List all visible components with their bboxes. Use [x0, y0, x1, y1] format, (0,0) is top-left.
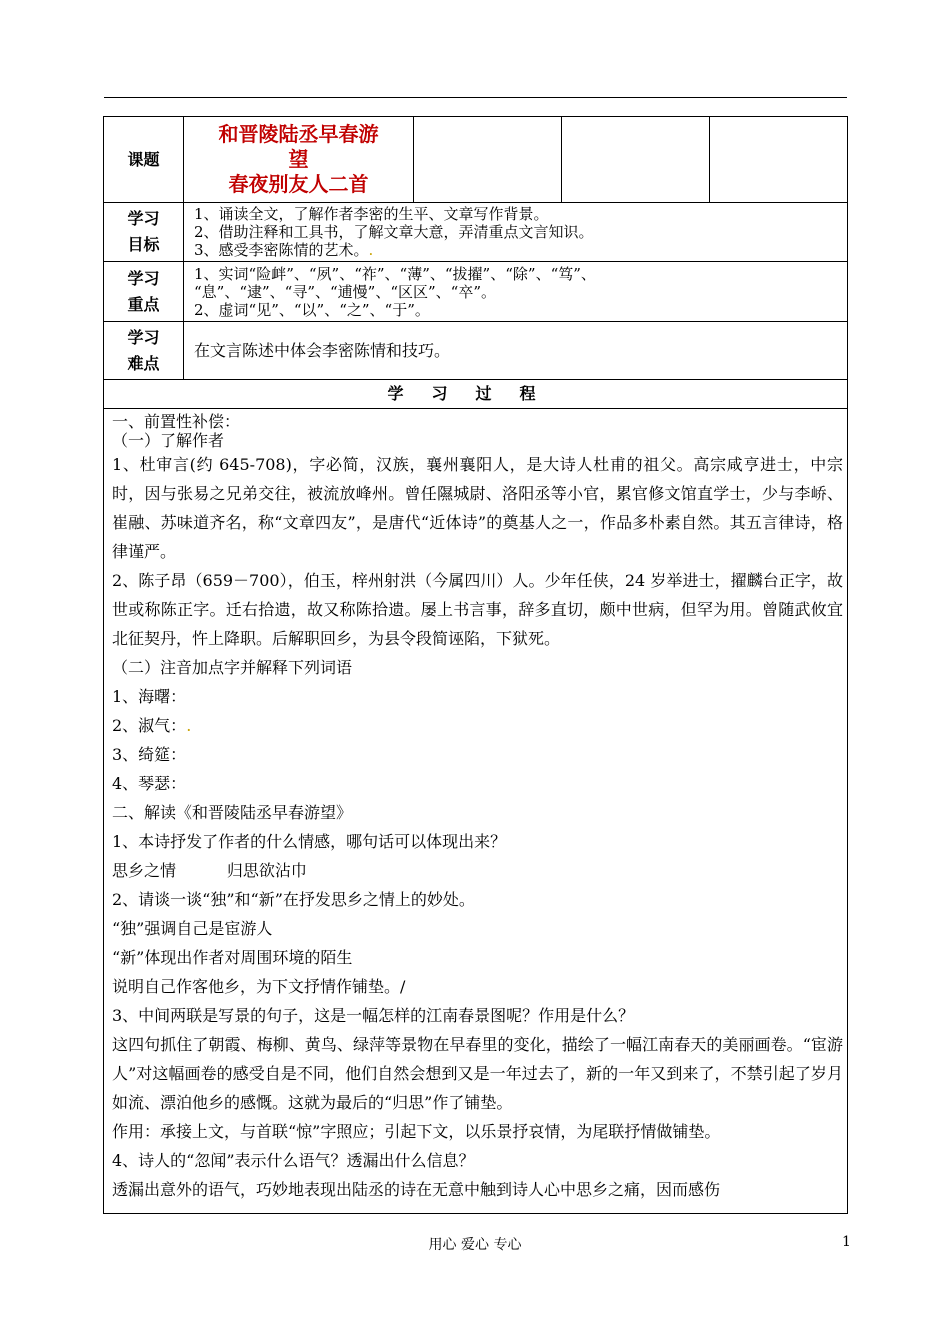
title-line: 望	[288, 147, 309, 171]
goal-item: 1、诵读全文，了解作者李密的生平、文章写作背景。	[194, 205, 549, 223]
answer: 作用：承接上文，与首联“惊”字照应；引起下文，以乐景抒哀情，为尾联抒情做铺垫。	[112, 1122, 721, 1141]
goal-item: 2、借助注释和工具书，了解文章大意，弄清重点文言知识。	[194, 223, 594, 241]
focus-item: 1、实词“险衅”、“夙”、“祚”、“薄”、“拔擢”、“除”、“笃”、	[194, 264, 596, 283]
section-title: 二、解读《和晋陵陆丞早春游望》	[112, 803, 353, 822]
focus-label: 学习 重点	[104, 262, 184, 322]
section-title: 一、前置性补偿：	[112, 412, 241, 431]
question: 4、诗人的“忽闻”表示什么语气？透漏出什么信息？	[112, 1151, 475, 1170]
topic-label: 课题	[104, 117, 184, 203]
header-rule	[104, 97, 847, 98]
process-row	[104, 380, 848, 409]
goals-row	[104, 203, 848, 262]
subsection-title: （二）注音加点字并解释下列词语	[112, 658, 353, 677]
focus-list	[184, 262, 848, 322]
difficulty-label: 学习 难点	[104, 322, 184, 380]
goals-list	[184, 203, 848, 262]
question: 2、请谈一谈“独”和“新”在抒发思乡之情上的妙处。	[112, 890, 475, 909]
difficulty-row	[104, 322, 848, 380]
focus-item: “息”、“逮”、“寻”、“逋慢”、“区区”、“卒”。	[194, 282, 497, 301]
title-line: 春夜别友人二首	[228, 172, 369, 196]
process-body-row	[104, 409, 848, 1214]
author-paragraph: 2、陈子昂（659－700），伯玉，梓州射洪（今属四川）人。少年任侠，24 岁举进士，擢麟台正字，故世或称陈正字。迁右拾遗，故又称陈拾遗。屡上书言事，辞多直切，颇中世病，但罕为用。曾随武攸宜北征契丹，忤上降职。后解职回乡，为县令段简诬陷，下狱死。	[112, 571, 843, 648]
topic-row	[104, 117, 848, 203]
question: 1、本诗抒发了作者的什么情感，哪句话可以体现出来？	[112, 832, 507, 851]
goal-item: 3、感受李密陈情的艺术。.	[194, 241, 374, 259]
word-item: 1、海曙：	[112, 687, 187, 706]
word-item: 4、琴瑟：	[112, 774, 187, 793]
answer: 这四句抓住了朝霞、梅柳、黄鸟、绿萍等景物在早春里的变化，描绘了一幅江南春天的美丽画卷。“宦游人”对这幅画卷的感受自是不同，他们自然会想到又是一年过去了，新的一年又到来了，不禁引起了岁月如流、漂泊他乡的感慨。这就为最后的“归思”作了铺垫。	[112, 1035, 843, 1112]
empty-cell	[414, 117, 562, 203]
subsection-title: （一）了解作者	[112, 431, 225, 450]
difficulty-text: 在文言陈述中体会李密陈情和技巧。	[184, 322, 848, 380]
focus-item: 2、虚词“见”、“以”、“之”、“于”。	[194, 300, 430, 319]
word-item: 2、淑气：.	[112, 716, 192, 735]
page-number: 1	[842, 1234, 851, 1250]
goals-label: 学习 目标	[104, 203, 184, 262]
footer-motto: 用心 爱心 专心	[428, 1237, 522, 1253]
word-item: 3、绮筵：	[112, 745, 187, 764]
empty-cell	[562, 117, 710, 203]
process-body	[104, 409, 848, 1214]
answer: “独”强调自己是宦游人	[112, 919, 273, 938]
lesson-title	[184, 117, 414, 203]
author-paragraph: 1、杜审言(约 645-708)，字必简，汉族，襄州襄阳人，是大诗人杜甫的祖父。高宗咸亨进士，中宗时，因与张易之兄弟交往，被流放峰州。曾任隰城尉、洛阳丞等小官，累官修文馆直学士，少与李峤、崔融、苏味道齐名，称“文章四友”，是唐代“近体诗”的奠基人之一，作品多朴素自然。其五言律诗，格律谨严。	[112, 455, 843, 561]
answer: 说明自己作客他乡，为下文抒情作铺垫。/	[112, 977, 406, 996]
answer: “新”体现出作者对周围环境的陌生	[112, 948, 353, 967]
focus-row	[104, 262, 848, 322]
title-line: 和晋陵陆丞早春游	[218, 122, 379, 146]
process-heading: 学习过程	[104, 380, 848, 409]
empty-cell	[710, 117, 848, 203]
lesson-table	[103, 116, 848, 1214]
question: 3、中间两联是写景的句子，这是一幅怎样的江南春景图呢？作用是什么？	[112, 1006, 635, 1025]
answer: 透漏出意外的语气，巧妙地表现出陆丞的诗在无意中触到诗人心中思乡之痛，因而感伤	[112, 1180, 721, 1199]
answer: 思乡之情 归思欲沾巾	[112, 861, 307, 880]
